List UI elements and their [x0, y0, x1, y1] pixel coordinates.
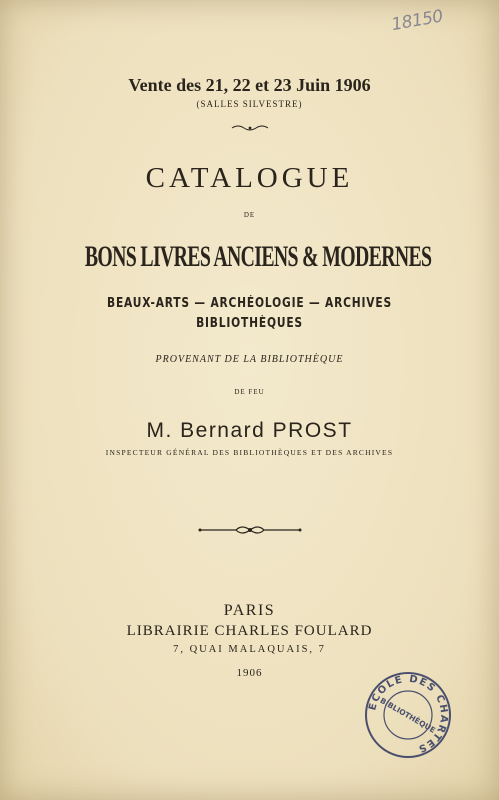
library-stamp: [363, 670, 453, 760]
imprint-year: 1906: [236, 667, 263, 679]
sale-date: Vente des 21, 22 et 23 Juin 1906: [128, 75, 371, 95]
stamp-outer-text: ÉCOLE DES CHARTES: [367, 673, 450, 755]
imprint-publisher: LIBRAIRIE CHARLES FOULARD: [126, 623, 373, 639]
catalogue-title: BONS LIVRES ANCIENS & MODERNES: [84, 240, 432, 273]
owner-title: INSPECTEUR GÉNÉRAL DES BIBLIOTHÈQUES ET DES ARCHIVES: [105, 448, 394, 457]
stamp-inner-text: BIBLIOTHÈQUE: [378, 695, 437, 735]
imprint-address: 7, QUAI MALAQUAIS, 7: [173, 644, 326, 655]
imprint-city: PARIS: [223, 602, 276, 619]
connector-de-feu: DE FEU: [234, 388, 265, 396]
connector-de: DE: [243, 211, 256, 219]
subjects-line-2: BIBLIOTHÈQUES: [196, 316, 303, 331]
owner-name: M. Bernard PROST: [146, 419, 353, 442]
subjects-line-1: BEAUX-ARTS — ARCHÉOLOGIE — ARCHIVES: [107, 296, 392, 311]
catalogue-heading: CATALOGUE: [145, 162, 354, 194]
provenance-line: PROVENANT DE LA BIBLIOTHÈQUE: [155, 354, 344, 365]
handwritten-shelfmark: 18150: [390, 6, 445, 36]
sale-venue: (SALLES SILVESTRE): [196, 99, 303, 109]
central-ornament: [0, 522, 499, 536]
small-ornament: [0, 118, 499, 128]
